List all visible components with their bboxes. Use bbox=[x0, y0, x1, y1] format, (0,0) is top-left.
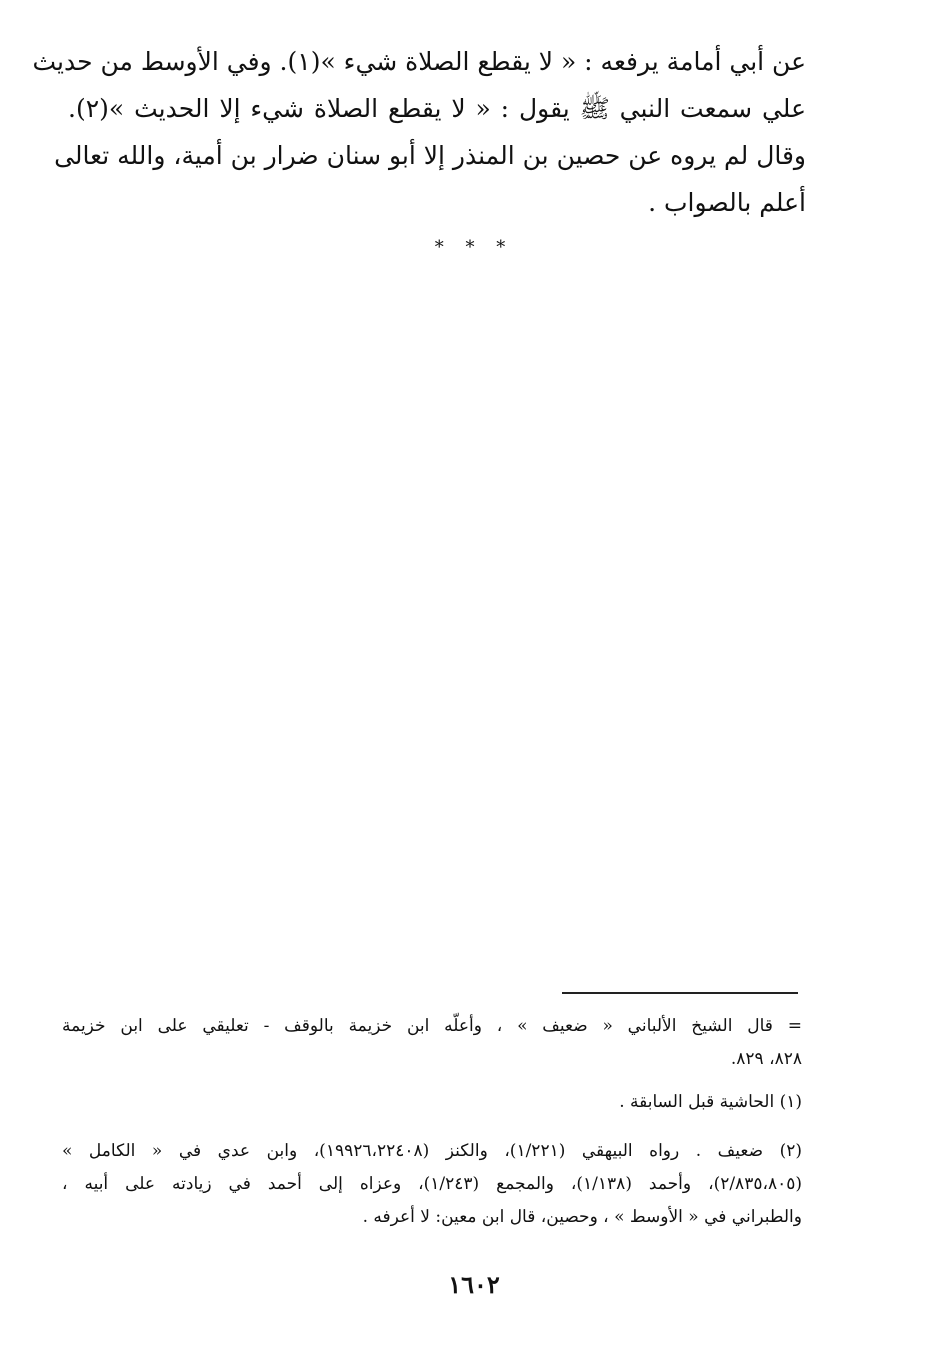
footnote-2 bbox=[62, 1135, 802, 1234]
footnote-rule bbox=[562, 992, 798, 994]
footnote-line: = قال الشيخ الألباني « ضعيف » ، وأعلّه ابن خزيمة بالوقف - تعليقي على ابن خزيمة bbox=[62, 1016, 802, 1036]
main-text-line: أعلم بالصواب . bbox=[648, 188, 806, 217]
main-text-line: عن أبي أمامة يرفعه : « لا يقطع الصلاة شيء »(١). وفي الأوسط من حديث bbox=[32, 47, 806, 76]
page-number: ١٦٠٢ bbox=[448, 1270, 500, 1299]
main-text-line: وقال لم يروه عن حصين بن المنذر إلا أبو سنان ضرار بن أمية، والله تعالى bbox=[54, 141, 806, 170]
footnote-line: (٢) ضعيف . رواه البيهقي (١/٢٢١)، والكنز (١٩٩٢٦،٢٢٤٠٨)، وابن عدي في « الكامل » bbox=[62, 1141, 802, 1161]
footnote-line: والطبراني في « الأوسط » ، وحصين، قال ابن معين: لا أعرفه . bbox=[362, 1207, 802, 1227]
footnotes bbox=[62, 1010, 802, 1234]
main-text-line: علي سمعت النبي ﷺ يقول : « لا يقطع الصلاة شيء إلا الحديث »(٢). bbox=[68, 94, 806, 123]
footnote-line: ٨٢٨، ٨٢٩. bbox=[730, 1049, 802, 1069]
footnote-line: (١) الحاشية قبل السابقة . bbox=[619, 1092, 802, 1112]
footnote-line: (٢/٨٣٥،٨٠٥)، وأحمد (١/١٣٨)، والمجمع (١/٢٤٣)، وعزاه إلى أحمد في زيادته على أبيه ، bbox=[62, 1174, 802, 1194]
footnote-1 bbox=[62, 1086, 802, 1119]
footnote-continuation bbox=[62, 1010, 802, 1076]
section-separator: * * * bbox=[434, 237, 514, 258]
main-text bbox=[32, 38, 806, 226]
